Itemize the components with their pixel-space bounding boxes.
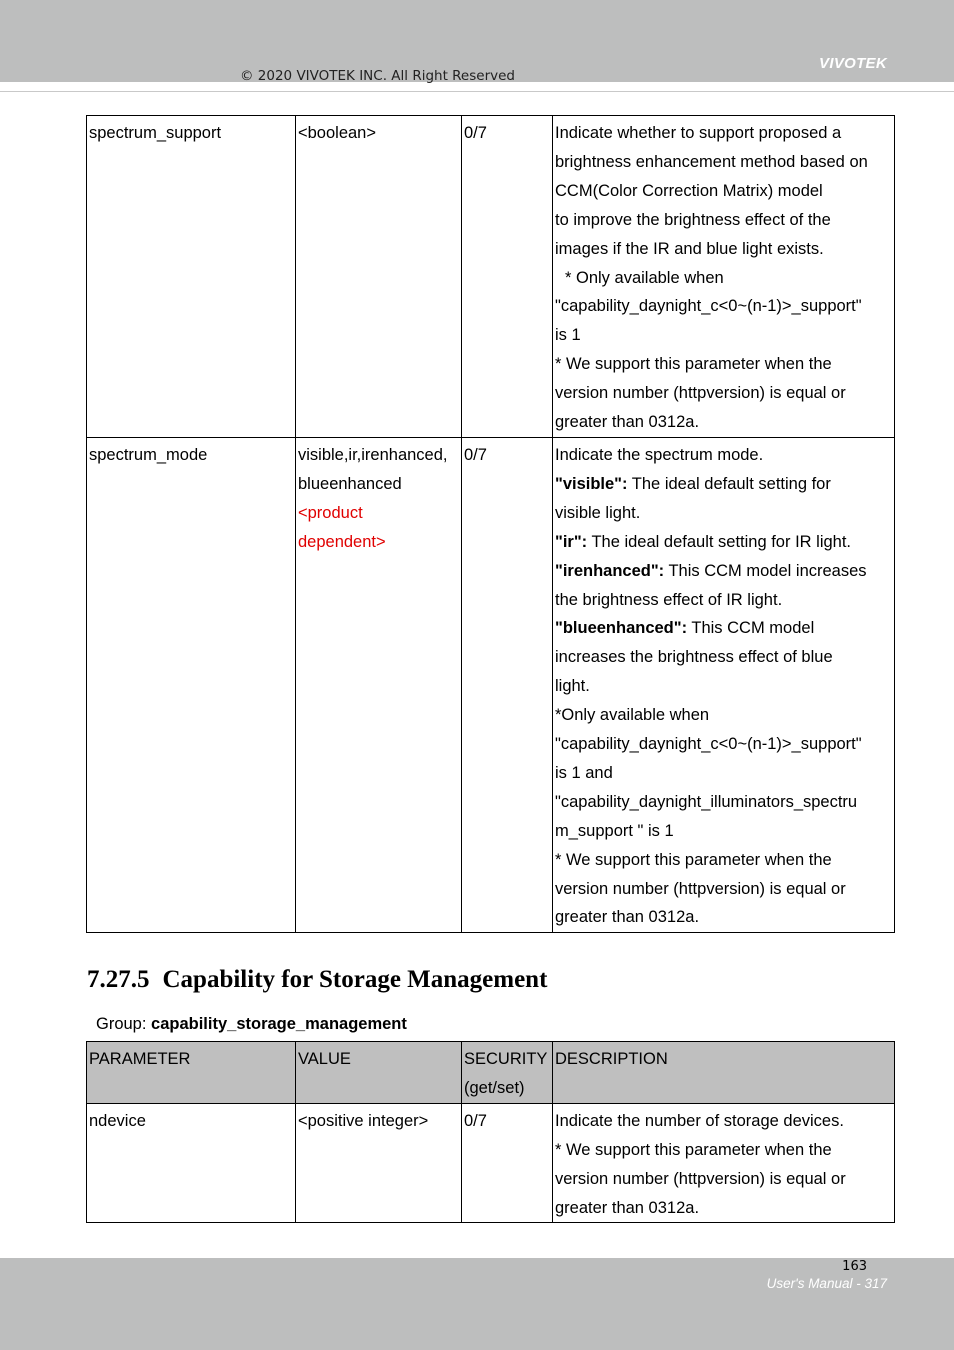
description-line: visible light. (555, 503, 641, 522)
parameter-cell: ndevice (87, 1103, 296, 1223)
option-keyword: "irenhanced": (555, 561, 665, 580)
description-line: brightness enhancement method based on (555, 152, 868, 171)
product-dependent-note: dependent> (298, 532, 386, 551)
page-number: 163 (842, 1259, 867, 1274)
option-keyword: "visible": (555, 474, 628, 493)
description-line: increases the brightness effect of blue (555, 648, 833, 667)
page-footer (0, 1258, 954, 1350)
header-value: VALUE (296, 1042, 462, 1104)
description-line (555, 557, 892, 586)
copyright-text: © 2020 VIVOTEK INC. All Right Reserved (240, 68, 515, 84)
parameter-cell: spectrum_mode (87, 437, 296, 932)
section-title-text: Capability for Storage Management (162, 966, 548, 993)
value-line: blueenhanced (298, 474, 402, 493)
description-line: to improve the brightness effect of the (555, 210, 831, 229)
product-dependent-note: <product (298, 503, 363, 522)
security-cell: 0/7 (462, 1103, 553, 1223)
header-parameter: PARAMETER (87, 1042, 296, 1104)
description-line: Indicate whether to support proposed a (555, 124, 842, 142)
table-row (87, 437, 895, 932)
option-text: This CCM model (687, 619, 815, 638)
group-name: capability_storage_management (151, 1015, 407, 1033)
description-cell (553, 1103, 895, 1223)
description-line: "capability_daynight_illuminators_spectru (555, 792, 858, 811)
description-cell (553, 116, 895, 438)
table-header-row (87, 1042, 895, 1104)
description-line: Indicate the number of storage devices. (555, 1111, 844, 1130)
description-line: greater than 0312a. (555, 413, 700, 432)
group-prefix: Group: (96, 1015, 152, 1033)
description-line: greater than 0312a. (555, 908, 700, 927)
value-cell (296, 116, 462, 438)
description-line: "capability_daynight_c<0~(n-1)>_support" (555, 297, 862, 316)
description-line: "capability_daynight_c<0~(n-1)>_support" (555, 735, 862, 754)
header-security-line: (get/set) (464, 1078, 525, 1097)
value-line: <boolean> (298, 124, 376, 142)
header-description: DESCRIPTION (553, 1042, 895, 1104)
description-line: * We support this parameter when the (555, 1140, 832, 1159)
option-text: The ideal default setting for (627, 474, 831, 493)
header-security (462, 1042, 553, 1104)
description-line: is 1 (555, 326, 581, 345)
description-line: *Only available when (555, 706, 710, 725)
description-line: Indicate the spectrum mode. (555, 445, 764, 464)
value-cell: <positive integer> (296, 1103, 462, 1223)
description-line (555, 528, 892, 557)
description-line: light. (555, 677, 590, 696)
section-heading (87, 966, 547, 994)
parameter-table-daynight (86, 115, 895, 933)
description-line (555, 614, 892, 643)
description-line: images if the IR and blue light exists. (555, 239, 824, 258)
option-text: This CCM model increases (664, 561, 867, 580)
header-security-line: SECURITY (464, 1050, 548, 1068)
option-text: The ideal default setting for IR light. (587, 532, 852, 551)
description-line: is 1 and (555, 763, 613, 782)
option-keyword: "blueenhanced": (555, 619, 688, 638)
description-cell (553, 437, 895, 932)
description-line (555, 470, 892, 499)
manual-page-ref: User's Manual - 317 (766, 1276, 887, 1291)
description-line: greater than 0312a. (555, 1198, 700, 1217)
description-line: CCM(Color Correction Matrix) model (555, 181, 823, 200)
parameter-cell: spectrum_support (87, 116, 296, 438)
description-line: * We support this parameter when the (555, 355, 832, 374)
value-line: visible,ir,irenhanced, (298, 445, 448, 464)
security-cell: 0/7 (462, 437, 553, 932)
description-line: the brightness effect of IR light. (555, 590, 783, 609)
table-row (87, 116, 895, 438)
description-line: m_support " is 1 (555, 821, 674, 840)
value-cell (296, 437, 462, 932)
security-cell: 0/7 (462, 116, 553, 438)
header-divider (0, 91, 954, 92)
option-keyword: "ir": (555, 532, 588, 551)
description-line: * We support this parameter when the (555, 850, 832, 869)
description-line: version number (httpversion) is equal or (555, 1169, 846, 1188)
description-line: * Only available when (565, 268, 724, 287)
parameter-table-storage (86, 1041, 895, 1223)
description-line: version number (httpversion) is equal or (555, 879, 846, 898)
group-label (96, 1015, 407, 1034)
section-number: 7.27.5 (87, 966, 150, 993)
brand-logo: VIVOTEK (819, 55, 887, 72)
description-line: version number (httpversion) is equal or (555, 384, 846, 403)
table-row (87, 1103, 895, 1223)
